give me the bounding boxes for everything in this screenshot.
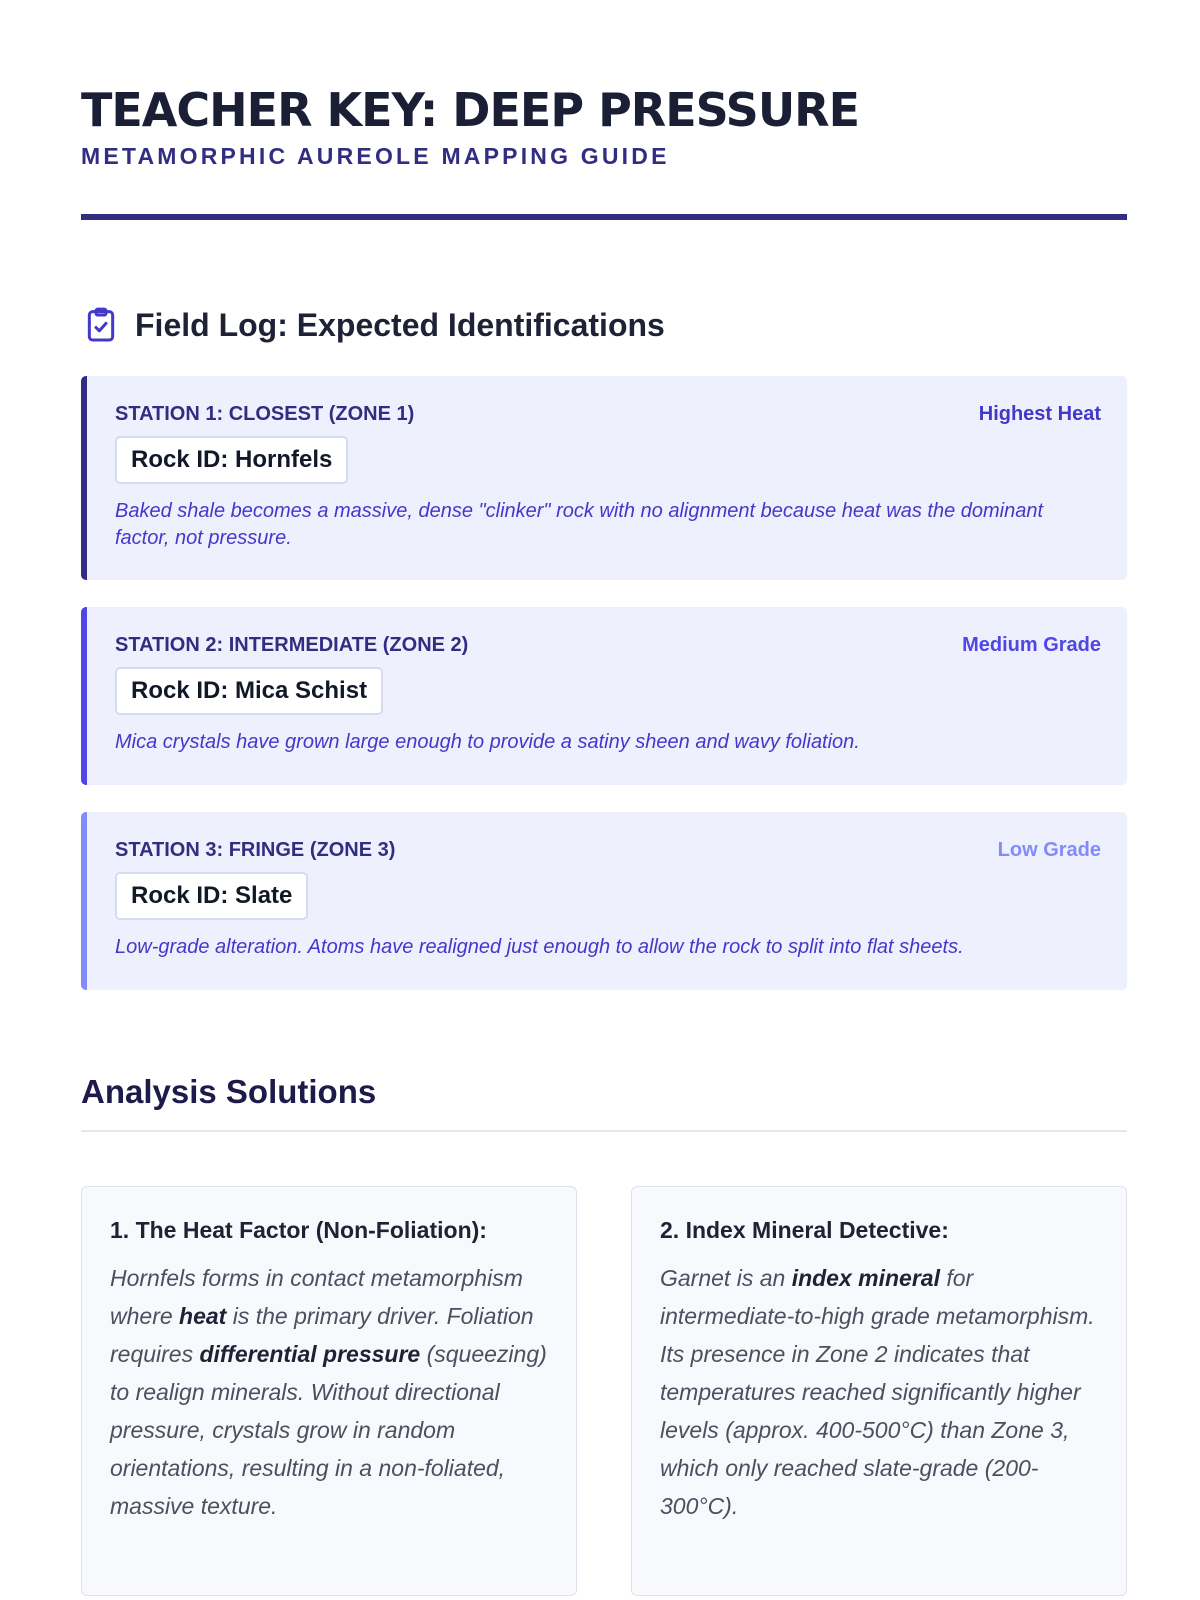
solution-body xyxy=(110,1259,548,1525)
station-grade: Low Grade xyxy=(997,839,1101,861)
solution-card-1 xyxy=(81,1186,577,1596)
station-grade: Highest Heat xyxy=(978,403,1101,425)
station-card-2 xyxy=(81,607,1127,785)
solution-text: (squeezing) to realign minerals. Without directional pressure, crystals grow in random orientations, resulting in a non-foliated, massive texture. xyxy=(110,1341,547,1519)
station-note: Baked shale becomes a massive, dense "clinker" rock with no alignment because heat was the dominant factor, not pressure. xyxy=(115,500,1044,549)
solution-body xyxy=(660,1259,1098,1525)
page-subtitle: METAMORPHIC AUREOLE MAPPING GUIDE xyxy=(81,143,670,169)
solution-emphasis: index mineral xyxy=(791,1265,940,1291)
solution-text: Garnet is an xyxy=(660,1265,792,1291)
station-label: STATION 2: INTERMEDIATE (ZONE 2) xyxy=(115,634,469,656)
solution-title: 2. Index Mineral Detective: xyxy=(660,1217,949,1243)
field-log-heading xyxy=(81,300,665,350)
station-card-3 xyxy=(81,812,1127,990)
analysis-title: Analysis Solutions xyxy=(81,1073,377,1110)
solution-text: for intermediate-to-high grade metamorphism. Its presence in Zone 2 indicates that temperatures reached significantly higher levels (approx. 400-500°C) than Zone 3, which only reached slate-grade (200-300°C). xyxy=(660,1265,1095,1519)
solution-emphasis: differential pressure xyxy=(199,1341,421,1367)
solution-text: is the primary driver. Foliation requires xyxy=(110,1303,534,1367)
rock-id-badge: Rock ID: Slate xyxy=(115,872,308,920)
rock-id-badge: Rock ID: Mica Schist xyxy=(115,667,383,715)
rock-id-badge: Rock ID: Hornfels xyxy=(115,436,348,484)
analysis-divider xyxy=(81,1130,1127,1132)
page-title: TEACHER KEY: DEEP PRESSURE xyxy=(81,83,860,137)
solution-emphasis: heat xyxy=(179,1303,227,1329)
station-label: STATION 3: FRINGE (ZONE 3) xyxy=(115,839,396,861)
solution-card-2 xyxy=(631,1186,1127,1596)
header-divider xyxy=(81,214,1127,220)
station-card-1 xyxy=(81,376,1127,580)
station-note: Low-grade alteration. Atoms have realigned just enough to allow the rock to split into flat sheets. xyxy=(115,936,964,958)
station-note: Mica crystals have grown large enough to provide a satiny sheen and wavy foliation. xyxy=(115,731,860,753)
station-label: STATION 1: CLOSEST (ZONE 1) xyxy=(115,403,415,425)
clipboard-check-icon xyxy=(81,305,121,345)
solution-title: 1. The Heat Factor (Non-Foliation): xyxy=(110,1217,487,1243)
station-grade: Medium Grade xyxy=(962,634,1101,656)
solution-text: Hornfels forms in contact metamorphism where xyxy=(110,1265,523,1329)
field-log-title: Field Log: Expected Identifications xyxy=(135,306,665,343)
